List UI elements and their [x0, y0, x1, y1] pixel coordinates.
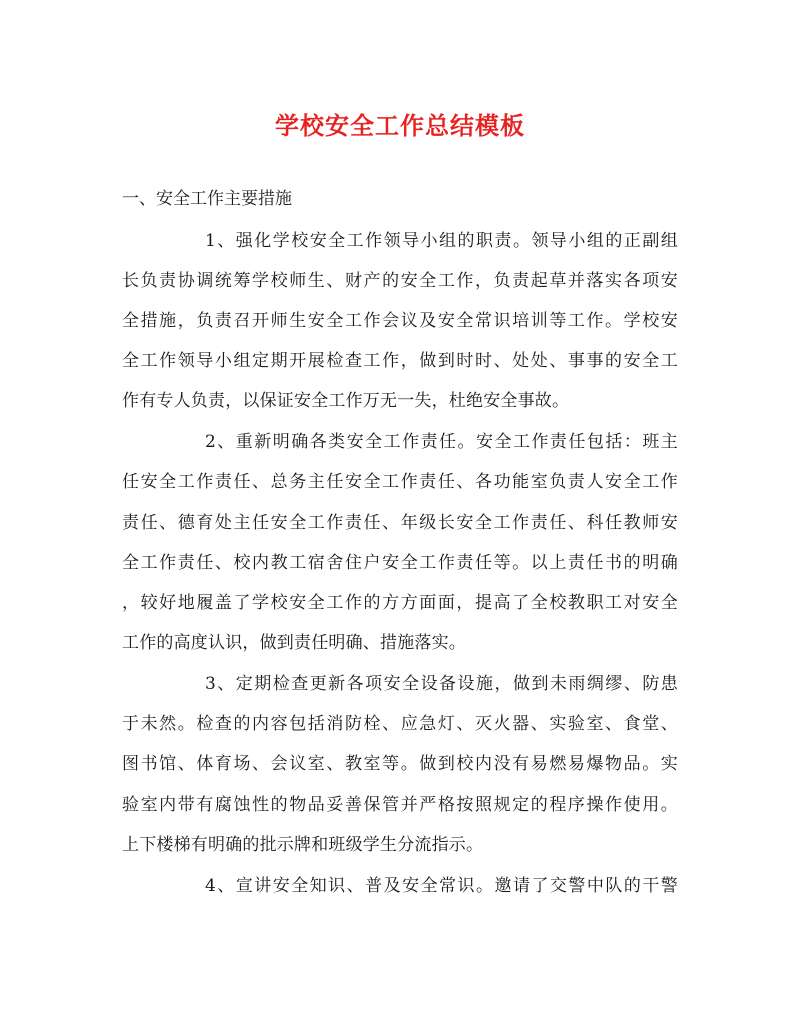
paragraph-1-line-5: 作有专人负责，以保证安全工作万无一失，杜绝安全事故。 [122, 391, 570, 411]
paragraph-4-line-1: 4、宣讲安全知识、普及安全常识。邀请了交警中队的干警 [205, 876, 678, 896]
document-title: 学校安全工作总结模板 [275, 112, 525, 140]
paragraph-3-line-1: 3、定期检查更新各项安全设备设施，做到未雨绸缪、防患 [205, 674, 678, 694]
paragraph-3-line-5: 上下楼梯有明确的批示牌和班级学生分流指示。 [122, 835, 484, 855]
paragraph-3-line-3: 图书馆、体育场、会议室、教室等。做到校内没有易燃易爆物品。实 [122, 754, 678, 774]
paragraph-2-line-3: 责任、德育处主任安全工作责任、年级长安全工作责任、科任教师安 [122, 513, 678, 533]
paragraph-2-line-4: 全工作责任、校内教工宿舍住户安全工作责任等。以上责任书的明确 [122, 553, 678, 573]
section-heading: 一、安全工作主要措施 [122, 189, 292, 209]
paragraph-2-line-6: 工作的高度认识，做到责任明确、措施落实。 [122, 633, 466, 653]
paragraph-1-line-3: 全措施，负责召开师生安全工作会议及安全常识培训等工作。学校安 [122, 311, 678, 331]
paragraph-3-line-4: 验室内带有腐蚀性的物品妥善保管并严格按照规定的程序操作使用。 [122, 795, 678, 815]
paragraph-3-line-2: 于未然。检查的内容包括消防栓、应急灯、灭火器、实验室、食堂、 [122, 714, 678, 734]
paragraph-2-line-2: 任安全工作责任、总务主任安全工作责任、各功能室负责人安全工作 [122, 472, 678, 492]
paragraph-1-line-2: 长负责协调统筹学校师生、财产的安全工作，负责起草并落实各项安 [122, 271, 678, 291]
paragraph-2-line-1: 2、重新明确各类安全工作责任。安全工作责任包括：班主 [205, 432, 678, 452]
paragraph-2-line-5: ，较好地履盖了学校安全工作的方方面面，提高了全校教职工对安全 [122, 593, 678, 613]
paragraph-1-line-4: 全工作领导小组定期开展检查工作，做到时时、处处、事事的安全工 [122, 351, 678, 371]
paragraph-1-line-1: 1、强化学校安全工作领导小组的职责。领导小组的正副组 [205, 231, 678, 251]
